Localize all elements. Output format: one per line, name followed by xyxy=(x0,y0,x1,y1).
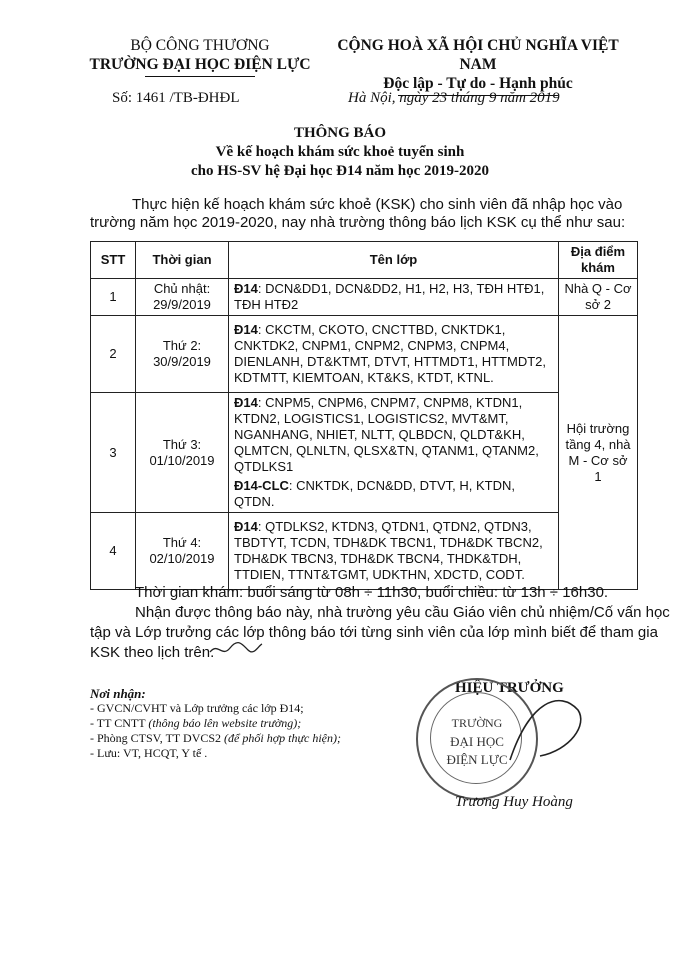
title-line: Về kế hoạch khám sức khoẻ tuyển sinh xyxy=(215,144,465,160)
header-location: Địa điểm khám xyxy=(559,242,638,279)
row-time xyxy=(136,316,229,393)
notice-title xyxy=(60,124,620,181)
class-prefix: Đ14 xyxy=(234,395,258,410)
time-day: Thứ 2: xyxy=(162,338,202,353)
exam-time: Thời gian khám: buổi sáng từ 08h ÷ 11h30, buổi chiều: từ 13h ÷ 16h30. xyxy=(135,584,609,601)
schedule-table xyxy=(90,241,638,590)
divider xyxy=(145,76,255,77)
recipients-heading: Nơi nhận: xyxy=(90,686,146,701)
recipient-item: - GVCN/CVHT và Lớp trưởng các lớp Đ14; xyxy=(90,701,304,715)
university-name: TRƯỜNG ĐẠI HỌC ĐIỆN LỰC xyxy=(89,56,311,73)
header-left xyxy=(60,36,340,77)
time-date: 29/9/2019 xyxy=(153,297,211,312)
signer-role: HIỆU TRƯỞNG xyxy=(455,680,564,696)
header-class: Tên lớp xyxy=(229,242,559,279)
intro-line: Thực hiện kế hoạch khám sức khoẻ (KSK) cho sinh viên đã nhập học vào xyxy=(132,196,623,213)
row-classes xyxy=(229,393,559,513)
class-group xyxy=(234,395,553,475)
intro-line: trường năm học 2019-2020, nay nhà trường thông báo lịch KSK cụ thể như sau: xyxy=(90,214,626,231)
row-time xyxy=(136,393,229,513)
document-number: Số: 1461 /TB-ĐHĐL xyxy=(112,90,240,106)
recipients-block xyxy=(90,686,341,761)
class-list: : CNKTDK, DCN&DD, DTVT, H, KTDN, QTDN. xyxy=(234,478,515,509)
ministry-name: BỘ CÔNG THƯƠNG xyxy=(130,37,270,54)
signer-name: Trương Huy Hoàng xyxy=(455,794,573,810)
header-stt: STT xyxy=(91,242,136,279)
table-header-row xyxy=(91,242,638,279)
stamp-text: TRƯỜNG xyxy=(451,716,503,730)
row-stt: 2 xyxy=(91,316,136,393)
class-list: : DCN&DD1, DCN&DD2, H1, H2, H3, TĐH HTĐ1, TĐH HTĐ2 xyxy=(234,281,545,312)
class-prefix: Đ14 xyxy=(234,519,258,534)
closing-line: Nhận được thông báo này, nhà trường yêu cầu Giáo viên chủ nhiệm/Cố vấn học xyxy=(135,604,670,621)
row-stt: 1 xyxy=(91,279,136,316)
initial-signature-icon xyxy=(208,638,264,660)
row-time xyxy=(136,513,229,590)
recipient-item: - TT CNTT (thông báo lên website trường); xyxy=(90,716,302,730)
title-line: cho HS-SV hệ Đại học Đ14 năm học 2019-2020 xyxy=(190,163,490,179)
class-list: : QTDLKS2, KTDN3, QTDN1, QTDN2, QTDN3, TBDTYT, TCDN, TDH&DK TBCN1, TDH&DK TBCN2, TDH&DK TBCN3, TDH&DK TBCN4, THDK&TDH, TTDIEN, TTNT&TGMT, UDKTHN, XDCTD, CODT. xyxy=(234,519,543,582)
table-row xyxy=(91,279,638,316)
table-row xyxy=(91,513,638,590)
header-time: Thời gian xyxy=(136,242,229,279)
time-date: 02/10/2019 xyxy=(149,551,215,566)
stamp-text: ĐIỆN LỰC xyxy=(446,752,508,767)
row-classes xyxy=(229,513,559,590)
class-list: : CKCTM, CKOTO, CNCTTBD, CNKTDK1, CNKTDK2, CNPM1, CNPM2, CNPM3, CNPM4, DIENLANH, DT&KTMT, DTVT, HTTMDT1, HTTMDT2, KDTMTT, KIEMTOAN, KT&KS, KTDT, KTNL. xyxy=(234,322,546,385)
place-date: Hà Nội, ngày 23 tháng 9 năm 2019 xyxy=(348,90,560,106)
closing-line: tập và Lớp trưởng các lớp thông báo tới từng sinh viên của lớp mình biết để tham gia xyxy=(90,624,658,641)
recipient-item: - Phòng CTSV, TT DVCS2 (để phối hợp thực hiện); xyxy=(90,731,341,745)
class-prefix: Đ14 xyxy=(234,322,258,337)
time-day: Thứ 4: xyxy=(162,535,202,550)
header-right xyxy=(318,36,638,96)
republic-name: CỘNG HOÀ XÃ HỘI CHỦ NGHĨA VIỆT NAM xyxy=(337,37,619,73)
class-prefix: Đ14-CLC xyxy=(234,478,289,493)
time-day: Chủ nhật: xyxy=(153,281,211,296)
table-row xyxy=(91,316,638,393)
class-group xyxy=(234,478,553,510)
row-location: Nhà Q - Cơ sở 2 xyxy=(559,279,638,316)
class-list: : CNPM5, CNPM6, CNPM7, CNPM8, KTDN1, KTDN2, LOGISTICS1, LOGISTICS2, MVT&MT, NGANHANG, NHIET, NLTT, QLBDCN, QLDT&KH, QLMTCN, QLNLTN, QLSX&TN, QTANM1, QTANM2, QTDLKS1 xyxy=(234,395,539,474)
recipient-item: - Lưu: VT, HCQT, Y tế . xyxy=(90,746,208,760)
class-prefix: Đ14 xyxy=(234,281,258,296)
motto: Độc lập - Tự do - Hạnh phúc xyxy=(383,75,573,92)
table-row xyxy=(91,393,638,513)
row-classes xyxy=(229,279,559,316)
row-time xyxy=(136,279,229,316)
time-date: 01/10/2019 xyxy=(149,452,215,468)
title-line: THÔNG BÁO xyxy=(293,125,387,141)
row-stt: 3 xyxy=(91,393,136,513)
closing-line: KSK theo lịch trên. xyxy=(90,644,215,661)
time-date: 30/9/2019 xyxy=(153,354,211,369)
signature-icon xyxy=(500,690,590,770)
row-stt: 4 xyxy=(91,513,136,590)
time-day: Thứ 3: xyxy=(162,436,202,452)
shared-location: Hội trường tầng 4, nhà M - Cơ sở 1 xyxy=(559,316,638,590)
stamp-text: ĐẠI HỌC xyxy=(450,734,504,749)
row-classes xyxy=(229,316,559,393)
